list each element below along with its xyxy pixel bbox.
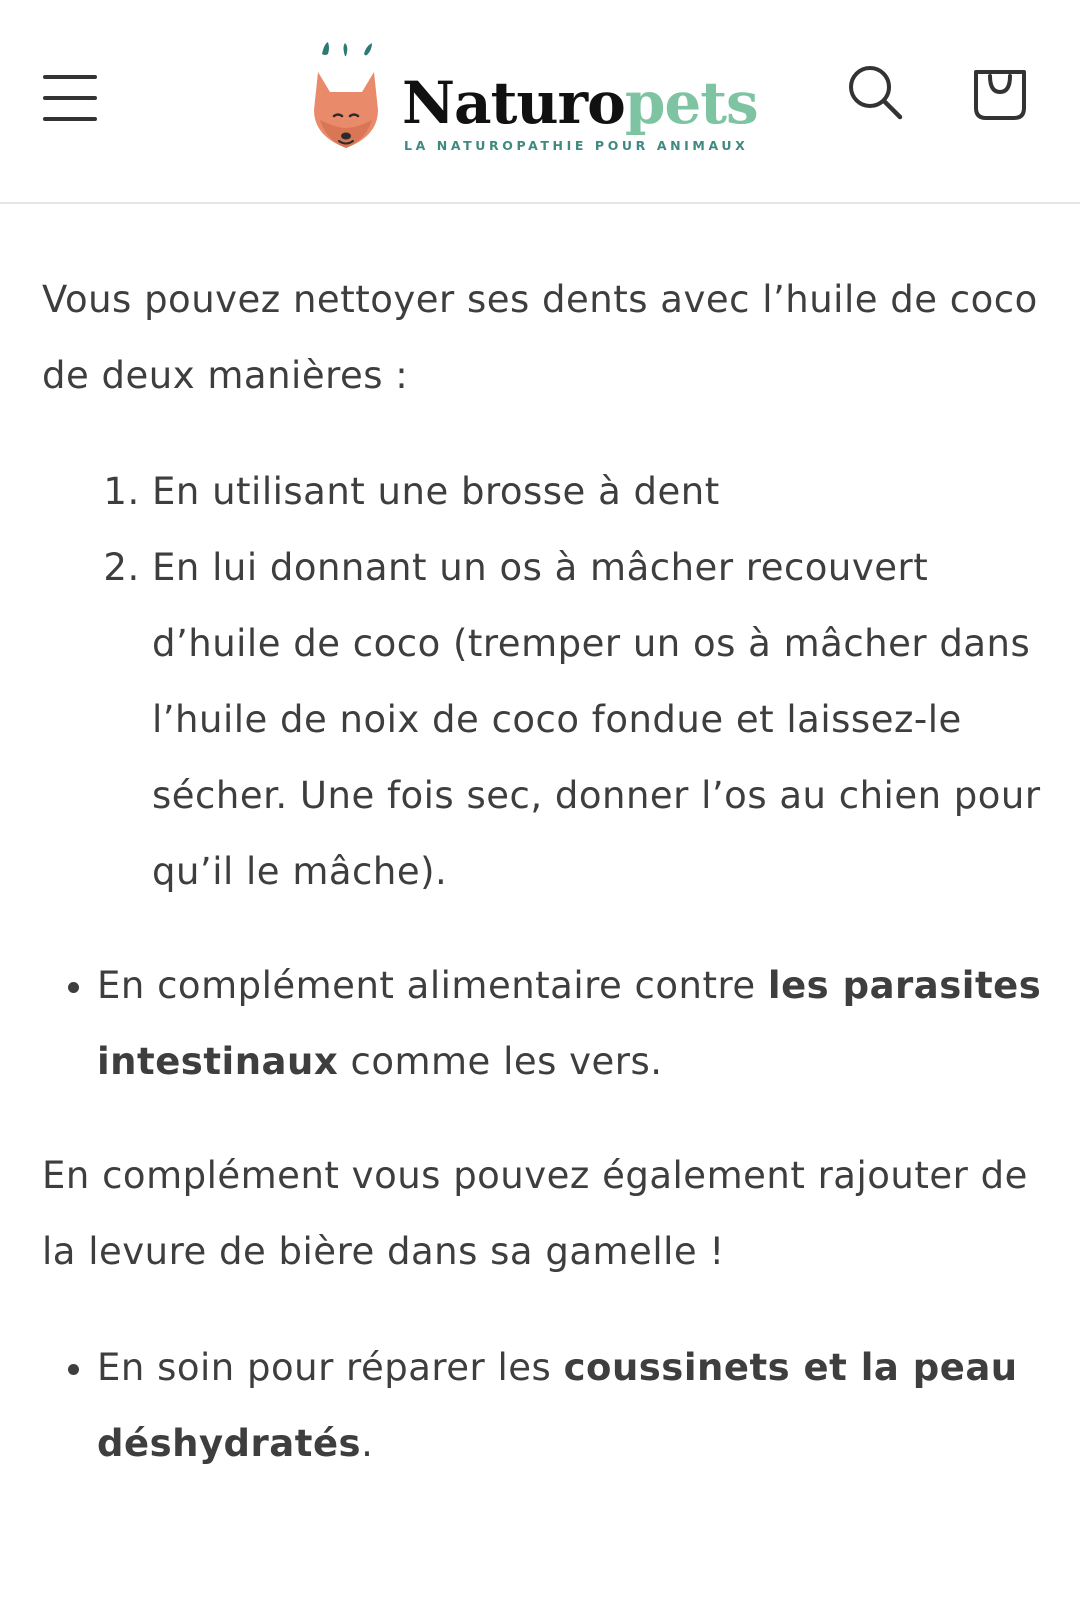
steps-list xyxy=(42,454,1052,910)
list-item xyxy=(97,948,1052,1100)
article-content xyxy=(42,262,1052,1520)
bullet-bold-text: coussinets et la peau déshydratés xyxy=(97,1346,1018,1465)
brand-name-part1: Naturo xyxy=(402,69,625,137)
bullet-text: . xyxy=(361,1422,374,1465)
step-item: 2. En lui donnant un os à mâcher recouvert d’huile de coco (tremper un os à mâcher dans l’huile de noix de coco fondue et laissez-le sécher. Une fois sec, donner l’os au chien pour qu’il le mâche). xyxy=(152,530,1052,910)
step-item: 1. En utilisant une brosse à dent xyxy=(152,454,1052,530)
brand-name xyxy=(402,68,758,138)
intro-paragraph: Vous pouvez nettoyer ses dents avec l’huile de coco de deux manières : xyxy=(42,278,1038,397)
extra-paragraph: En complément vous pouvez également rajouter de la levure de bière dans sa gamelle ! xyxy=(42,1154,1028,1273)
brand-name-part2: pets xyxy=(624,69,758,137)
site-logo[interactable] xyxy=(306,40,776,158)
menu-button[interactable] xyxy=(30,58,110,138)
hamburger-menu-icon xyxy=(43,73,97,123)
fox-logo-icon xyxy=(306,40,386,158)
bullet-text: comme les vers. xyxy=(338,1040,663,1083)
bullet-text: En soin pour réparer les xyxy=(97,1346,564,1389)
cart-button[interactable] xyxy=(970,62,1040,132)
bullet-bold-text: les parasites intestinaux xyxy=(97,964,1042,1083)
list-item xyxy=(97,1330,1052,1482)
cart-icon xyxy=(970,62,1030,122)
bullet-list-skin xyxy=(42,1330,1052,1482)
search-button[interactable] xyxy=(845,62,915,132)
brand-tagline: LA NATUROPATHIE POUR ANIMAUX xyxy=(404,138,749,153)
site-header xyxy=(0,0,1080,204)
search-icon xyxy=(845,62,905,122)
bullet-list-parasites xyxy=(42,948,1052,1100)
bullet-text: En complément alimentaire contre xyxy=(97,964,768,1007)
